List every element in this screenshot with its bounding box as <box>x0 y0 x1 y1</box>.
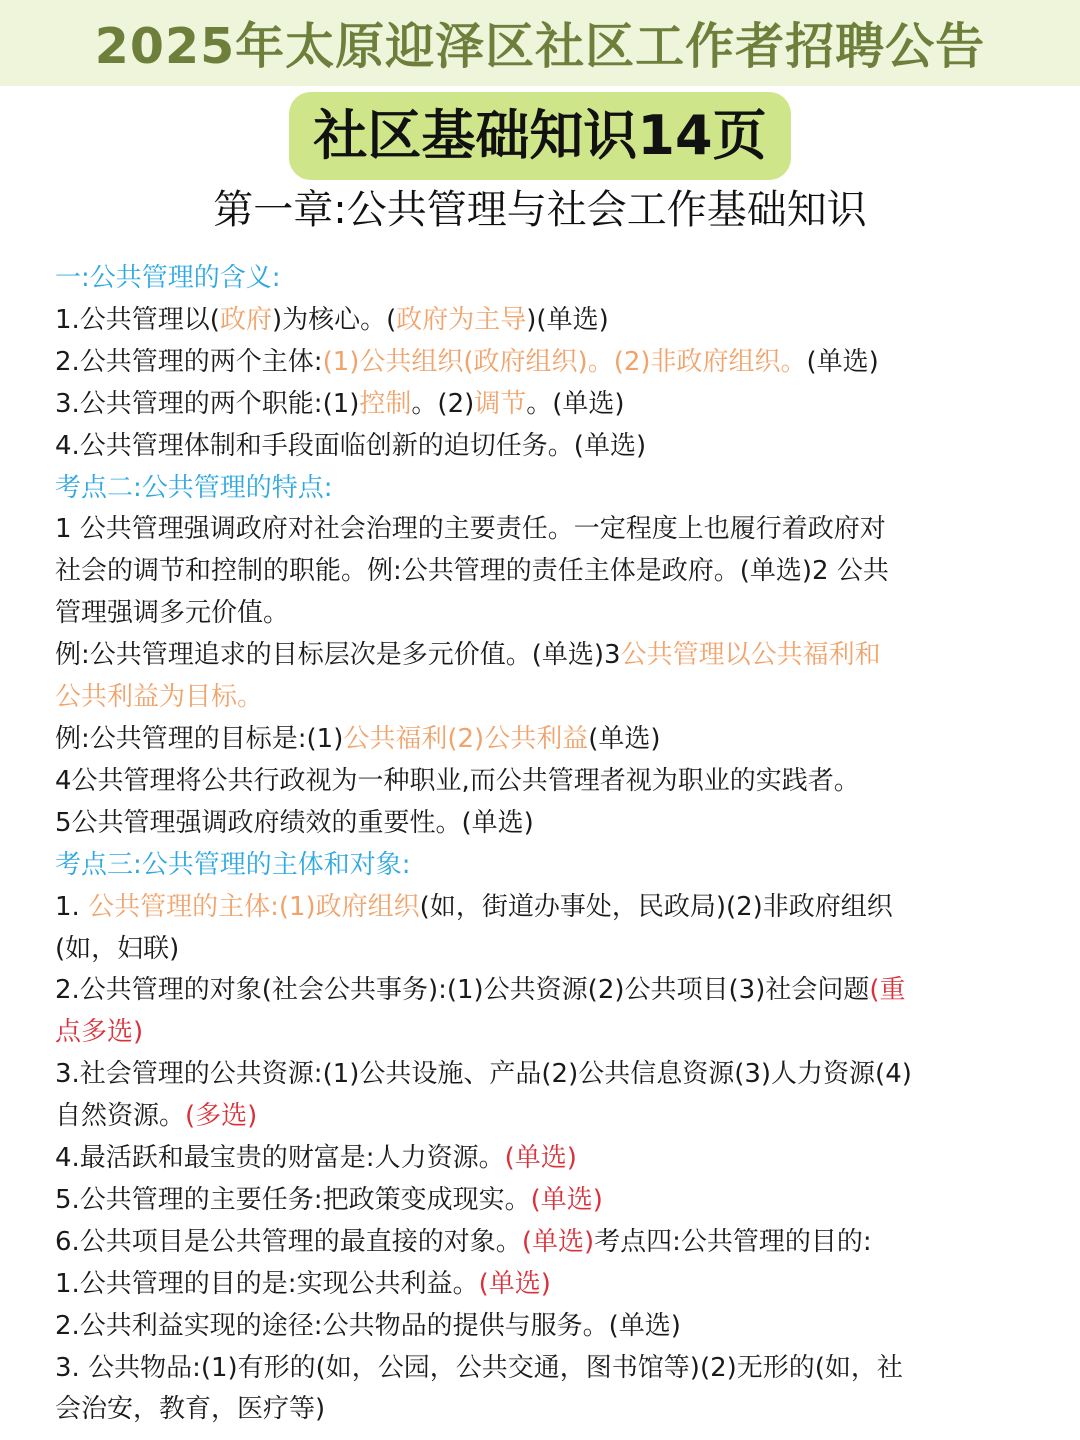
highlight-span: (1)公共组织(政府组织)。(2)非政府组织。 <box>322 346 807 377</box>
text-span: 例:公共管理追求的目标层次是多元价值。(单选)3 <box>55 640 621 671</box>
text-line: 点多选) <box>55 1017 144 1048</box>
highlight-span: 公共福利(2)公共利益 <box>343 723 589 754</box>
text-span: 。(单选) <box>526 388 625 419</box>
text-span: 4.最活跃和最宝贵的财富是:人力资源。 <box>55 1143 505 1174</box>
text-span: 。(2) <box>411 388 475 419</box>
text-line: 3.社会管理的公共资源:(1)公共设施、产品(2)公共信息资源(3)人力资源(4) <box>55 1059 912 1090</box>
highlight-span: (单选) <box>478 1268 551 1299</box>
text-span: 考点四:公共管理的目的: <box>594 1226 872 1257</box>
text-line <box>55 384 1030 426</box>
text-span: )(单选) <box>526 304 609 335</box>
text-line <box>55 887 1030 929</box>
text-span: 2.公共管理的两个主体: <box>55 346 323 377</box>
highlight-span: 政府 <box>219 304 272 335</box>
text-line: 5公共管理强调政府绩效的重要性。(单选) <box>55 807 534 838</box>
highlight-span: (单选) <box>530 1184 603 1215</box>
content-body <box>55 258 1030 1431</box>
text-line: 3. 公共物品:(1)有形的(如，公园，公共交通，图书馆等)(2)无形的(如，社 <box>55 1352 903 1383</box>
text-line: (如，妇联) <box>55 933 180 964</box>
text-line <box>55 1096 1030 1138</box>
text-line <box>55 1180 1030 1222</box>
highlight-span: (单选) <box>521 1226 595 1257</box>
section-heading: 考点三:公共管理的主体和对象: <box>55 849 411 880</box>
top-banner <box>0 0 1080 86</box>
text-line: 1 公共管理强调政府对社会治理的主要责任。一定程度上也履行着政府对 <box>55 514 886 545</box>
text-span: 3.公共管理的两个职能:(1) <box>55 388 360 419</box>
subtitle-pill: 社区基础知识14页 <box>289 92 790 180</box>
text-span: 自然资源。 <box>55 1101 186 1132</box>
text-span: 1.公共管理的目的是:实现公共利益。 <box>55 1268 479 1299</box>
text-line <box>55 635 1030 677</box>
text-span: 1.公共管理以( <box>55 304 220 335</box>
text-line <box>55 970 1030 1012</box>
text-line <box>55 1138 1030 1180</box>
text-span: (单选) <box>588 723 661 754</box>
section-heading: 考点二:公共管理的特点: <box>55 472 333 503</box>
text-line: 4.公共管理体制和手段面临创新的迫切任务。(单选) <box>55 430 647 461</box>
subtitle-wrap <box>0 92 1080 180</box>
highlight-span: (重 <box>869 975 906 1006</box>
text-line: 4公共管理将公共行政视为一种职业,而公共管理者视为职业的实践者。 <box>55 765 860 796</box>
text-line <box>55 1222 1030 1264</box>
highlight-span: (多选) <box>185 1101 258 1132</box>
banner-title: 2025年太原迎泽区社区工作者招聘公告 <box>94 18 986 75</box>
text-line <box>55 300 1030 342</box>
chapter-title: 第一章:公共管理与社会工作基础知识 <box>213 187 867 233</box>
text-span: (如，街道办事处，民政局)(2)非政府组织 <box>419 891 893 922</box>
text-span: (单选) <box>806 346 879 377</box>
highlight-span: 控制 <box>359 388 412 419</box>
text-line: 管理强调多元价值。 <box>55 598 290 629</box>
text-span: 例:公共管理的目标是:(1) <box>55 723 344 754</box>
highlight-span: (单选) <box>504 1143 577 1174</box>
text-line <box>55 719 1030 761</box>
text-span: 6.公共项目是公共管理的最直接的对象。 <box>55 1226 522 1257</box>
highlight-span: 公共管理的主体:(1)政府组织 <box>88 891 420 922</box>
section-heading: 一:公共管理的含义: <box>55 263 281 293</box>
text-line: 社会的调节和控制的职能。例:公共管理的责任主体是政府。(单选)2 公共 <box>55 556 889 587</box>
text-line: 公共利益为目标。 <box>55 682 264 713</box>
text-line <box>55 1264 1030 1306</box>
text-span: 1. <box>55 891 89 922</box>
highlight-span: 公共管理以公共福利和 <box>620 640 881 671</box>
text-line: 2.公共利益实现的途径:公共物品的提供与服务。(单选) <box>55 1310 681 1341</box>
text-span: 2.公共管理的对象(社会公共事务):(1)公共资源(2)公共项目(3)社会问题 <box>55 975 870 1006</box>
highlight-span: 政府为主导 <box>396 304 527 335</box>
highlight-span: 调节 <box>474 388 527 419</box>
text-line: 会治安，教育，医疗等) <box>55 1394 326 1425</box>
text-line <box>55 342 1030 384</box>
text-span: 5.公共管理的主要任务:把政策变成现实。 <box>55 1184 531 1215</box>
text-span: )为核心。( <box>271 304 397 335</box>
